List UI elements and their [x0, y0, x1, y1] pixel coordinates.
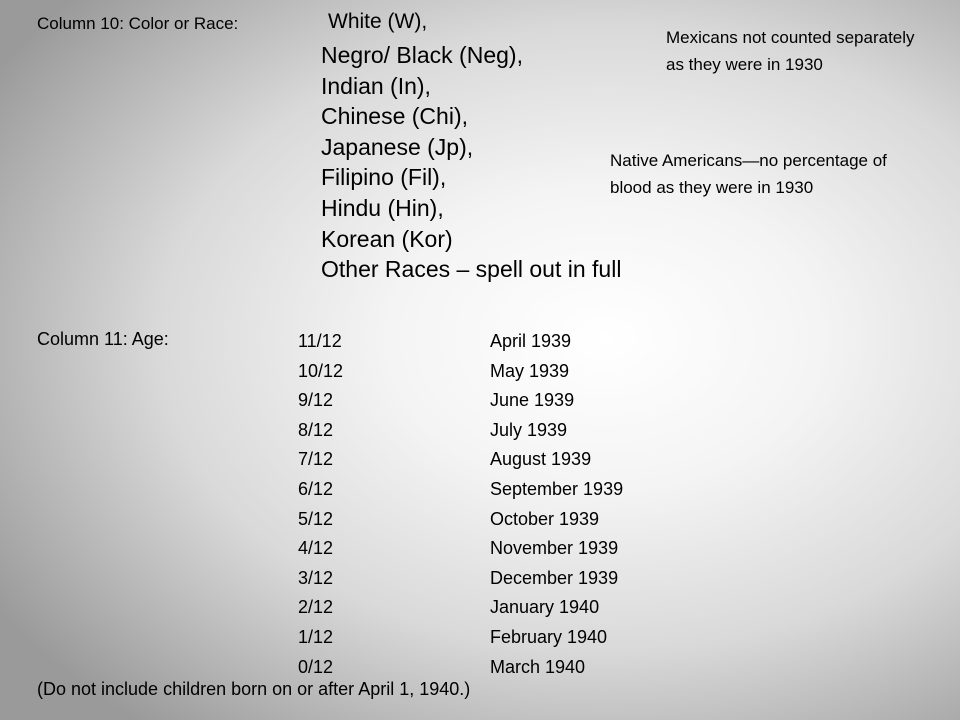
age-row — [0, 357, 960, 387]
age-fraction: 3/12 — [298, 567, 334, 588]
birth-month: January 1940 — [490, 597, 600, 618]
race-item: Japanese (Jp), — [321, 133, 474, 160]
race-item: Chinese (Chi), — [321, 103, 468, 130]
birth-month: October 1939 — [490, 508, 600, 529]
age-row — [0, 593, 960, 623]
age-fraction: 4/12 — [298, 538, 334, 559]
age-fraction: 1/12 — [298, 626, 334, 647]
race-item: Other Races – spell out in full — [321, 256, 622, 283]
column11-label: Column 11: Age: — [37, 329, 169, 349]
race-item: Filipino (Fil), — [321, 164, 447, 191]
birth-month: March 1940 — [490, 656, 586, 677]
race-item: Hindu (Hin), — [321, 194, 444, 221]
age-row — [0, 416, 960, 446]
age-row — [0, 534, 960, 564]
race-item: Negro/ Black (Neg), — [321, 42, 523, 68]
age-fraction: 7/12 — [298, 449, 334, 470]
age-fraction: 11/12 — [298, 331, 342, 351]
race-list — [321, 40, 621, 285]
birth-month: February 1940 — [490, 626, 608, 647]
age-fraction: 0/12 — [298, 656, 334, 677]
age-fraction: 9/12 — [298, 390, 334, 411]
age-table — [0, 327, 960, 682]
age-fraction: 10/12 — [298, 360, 344, 381]
birth-month: May 1939 — [490, 360, 570, 381]
footnote: (Do not include children born on or after April 1, 1940.) — [37, 679, 471, 699]
age-fraction: 8/12 — [298, 419, 334, 440]
race-item: Korean (Kor) — [321, 225, 453, 252]
age-row — [0, 505, 960, 535]
birth-month: April 1939 — [490, 331, 572, 351]
note-native-americans: Native Americans—no percentage of blood as they were in 1930 — [610, 151, 887, 197]
age-row — [0, 445, 960, 475]
birth-month: December 1939 — [490, 567, 619, 588]
age-row — [0, 564, 960, 594]
age-fraction: 5/12 — [298, 508, 334, 529]
age-row — [0, 327, 960, 357]
birth-month: June 1939 — [490, 390, 575, 411]
birth-month: November 1939 — [490, 538, 619, 559]
birth-month: August 1939 — [490, 449, 592, 470]
age-fraction: 2/12 — [298, 597, 334, 618]
note-mexicans: Mexicans not counted separately as they were in 1930 — [666, 28, 915, 74]
age-row — [0, 623, 960, 653]
birth-month: July 1939 — [490, 419, 568, 440]
race-item-white: White (W), — [328, 10, 428, 33]
column10-label: Column 10: Color or Race: — [37, 14, 239, 33]
birth-month: September 1939 — [490, 478, 624, 499]
age-fraction: 6/12 — [298, 478, 334, 499]
race-item: Indian (In), — [321, 72, 431, 99]
age-row — [0, 653, 960, 683]
age-row — [0, 475, 960, 505]
age-row — [0, 386, 960, 416]
